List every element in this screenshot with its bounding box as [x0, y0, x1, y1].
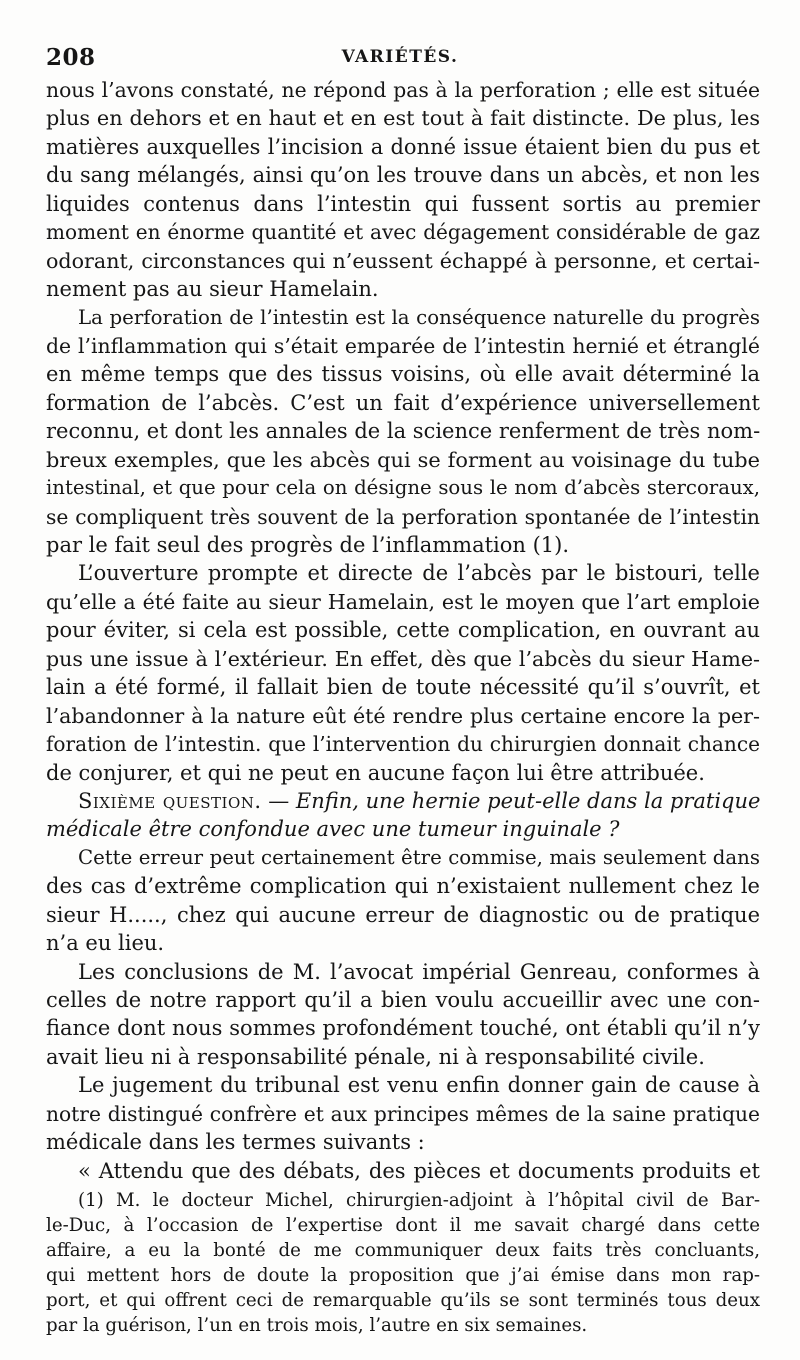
question-label: Sixième question. — [78, 788, 262, 813]
footnote-line: (1) M. le docteur Michel, chirurgien-adjoint à l’hôpital civil de Bar- — [78, 1190, 760, 1211]
text-line: reconnu, et dont les annales de la science renferment de très nom- — [46, 419, 761, 444]
text-line: qu’elle a été faite au sieur Hamelain, est le moyen que l’art emploie — [46, 589, 760, 614]
quotation-start: « Attendu que des débats, des pièces et documents produits et — [78, 1158, 760, 1183]
text-line: avait lieu ni à responsabilité pénale, ni à responsabilité civile. — [46, 1044, 705, 1069]
footnote-line: par la guérison, l’un en trois mois, l’autre en six semaines. — [46, 1315, 588, 1336]
running-head: VARIÉTÉS. — [341, 47, 459, 67]
paragraph-start: Cette erreur peut certainement être commise, mais seulement dans — [78, 845, 760, 869]
text-line: notre distingué confrère et aux principes mêmes de la saine pratique — [46, 1101, 760, 1126]
text-line: par le fait seul des progrès de l’inflammation (1). — [46, 533, 570, 557]
paragraph-start: Les conclusions de M. l’avocat impérial Genreau, conformes à — [78, 959, 760, 984]
text-line: celles de notre rapport qu’il a bien voulu accueillir avec une con- — [46, 988, 760, 1012]
text-line: l’abandonner à la nature eût été rendre plus certaine encore la per- — [46, 703, 760, 728]
text-line: n’a eu lieu. — [46, 931, 165, 956]
text-line: nous l’avons constaté, ne répond pas à la perforation ; elle est située — [46, 78, 760, 102]
text-line: intestinal, et que pour cela on désigne sous le nom d’abcès stercoraux, — [46, 476, 760, 500]
page-header — [46, 44, 754, 74]
footnote-line: affaire, a eu la bonté de me communiquer deux faits très concluants, — [46, 1240, 760, 1261]
text-line: se compliquent très souvent de la perforation spontanée de l’intestin — [46, 504, 760, 529]
text-line: fiance dont nous sommes profondément touché, ont établi qu’il n’y — [46, 1016, 760, 1041]
text-line: médicale dans les termes suivants : — [46, 1130, 425, 1155]
text-line: pus une issue à l’extérieur. En effet, dès que l’abcès du sieur Hame- — [46, 646, 760, 671]
footnote-line: le-Duc, à l’occasion de l’expertise dont il me savait chargé dans cette — [46, 1215, 760, 1236]
sixth-question-heading — [46, 787, 760, 815]
footnote-line: port, et qui offrent ceci de remarquable qu’ils se sont terminés tous deux — [46, 1290, 760, 1311]
text-line: moment en énorme quantité et avec dégagement considérable de gaz — [46, 220, 760, 245]
text-line: pour éviter, si cela est possible, cette complication, en ouvrant au — [46, 618, 760, 643]
text-line: matières auxquelles l’incision a donné issue étaient bien du pus et — [46, 134, 760, 159]
paragraph-start: Le jugement du tribunal est venu enfin donner gain de cause à — [78, 1073, 760, 1098]
text-line: sieur H....., chez qui aucune erreur de diagnostic ou de pratique — [46, 902, 760, 927]
question-text-continued: médicale être confondue avec une tumeur inguinale ? — [46, 817, 620, 842]
text-line: odorant, circonstances qui n’eussent échappé à personne, et certai- — [46, 248, 760, 273]
text-line: des cas d’extrême complication qui n’existaient nullement chez le — [46, 874, 760, 899]
text-line: foration de l’intestin. que l’intervention du chirurgien donnait chance — [46, 732, 760, 757]
text-line: de conjurer, et qui ne peut en aucune façon lui être attribuée. — [46, 760, 705, 785]
text-line: breux exemples, que les abcès qui se forment au voisinage du tube — [46, 447, 760, 472]
text-line: plus en dehors et en haut et en est tout à fait distincte. De plus, les — [46, 106, 760, 131]
page-number: 208 — [46, 44, 96, 71]
question-text: Enfin, une hernie peut-elle dans la pratique — [295, 788, 761, 813]
text-line: en même temps que des tissus voisins, où elle avait déterminé la — [46, 362, 760, 387]
footnote — [46, 1188, 760, 1338]
text-line: du sang mélangés, ainsi qu’on les trouve dans un abcès, et non les — [46, 163, 760, 188]
em-dash: — — [268, 788, 290, 813]
text-line: de l’inflammation qui s’était emparée de l’intestin hernié et étranglé — [46, 333, 760, 358]
paragraph-start: La perforation de l’intestin est la conséquence naturelle du progrès — [78, 305, 760, 329]
text-line: nement pas au sieur Hamelain. — [46, 277, 379, 302]
paragraph-start: L’ouverture prompte et directe de l’abcès par le bistouri, telle — [78, 561, 760, 586]
footnote-line: qui mettent hors de doute la proposition que j’ai émise dans mon rap- — [46, 1265, 760, 1286]
text-line: lain a été formé, il fallait bien de toute nécessité qu’il s’ouvrît, et — [46, 675, 760, 700]
text-line: formation de l’abcès. C’est un fait d’expérience universellement — [46, 390, 760, 415]
text-line: liquides contenus dans l’intestin qui fussent sortis au premier — [46, 191, 760, 216]
main-text — [46, 76, 760, 1185]
